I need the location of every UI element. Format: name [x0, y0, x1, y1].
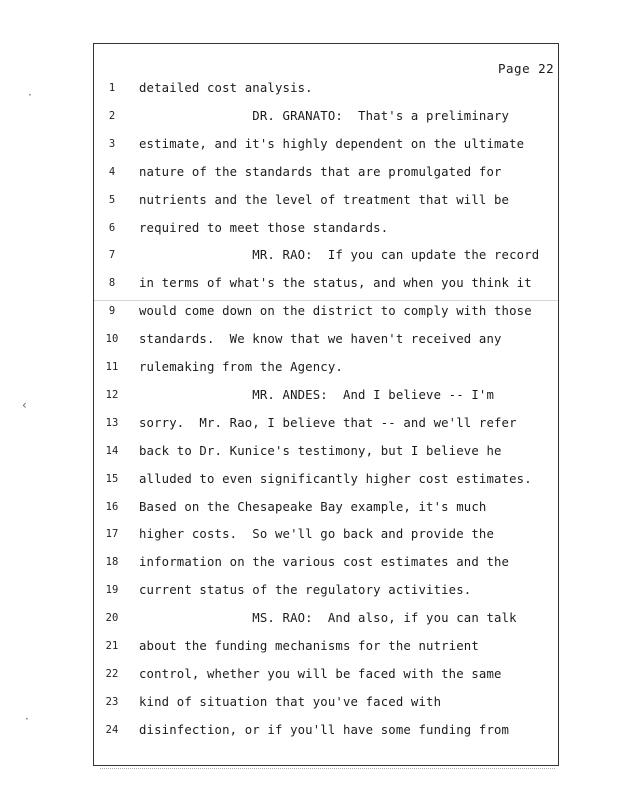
- transcript-line-text: disinfection, or if you'll have some funding from: [139, 723, 510, 737]
- scan-rule: [94, 300, 558, 301]
- transcript-line-text: sorry. Mr. Rao, I believe that -- and we'll refer: [139, 416, 517, 430]
- line-number: 19: [105, 584, 119, 596]
- transcript-line-text: kind of situation that you've faced with: [139, 695, 442, 709]
- line-number: 6: [108, 222, 116, 234]
- line-number: 15: [105, 473, 119, 485]
- transcript-line-text: standards. We know that we haven't received any: [139, 332, 502, 346]
- line-number: 2: [108, 110, 116, 122]
- transcript-line-text: DR. GRANATO: That's a preliminary: [139, 109, 510, 123]
- line-number: 23: [105, 696, 119, 708]
- transcript-line-text: current status of the regulatory activities.: [139, 583, 472, 597]
- scan-speck: ‹: [22, 398, 27, 412]
- transcript-line-text: MR. ANDES: And I believe -- I'm: [139, 388, 495, 402]
- line-number: 21: [105, 640, 119, 652]
- scan-speck: ·: [28, 88, 32, 102]
- transcript-line-text: would come down on the district to comply with those: [139, 304, 532, 318]
- transcript-line-text: MR. RAO: If you can update the record: [139, 248, 540, 262]
- transcript-line-text: alluded to even significantly higher cost estimates.: [139, 472, 532, 486]
- line-number: 10: [105, 333, 119, 345]
- line-number: 16: [105, 501, 119, 513]
- transcript-line-text: required to meet those standards.: [139, 221, 389, 235]
- line-number: 7: [108, 249, 116, 261]
- line-number: 20: [105, 612, 119, 624]
- transcript-page-frame: [93, 43, 559, 766]
- transcript-line-text: detailed cost analysis.: [139, 81, 313, 95]
- transcript-line-text: control, whether you will be faced with the same: [139, 667, 502, 681]
- line-number: 14: [105, 445, 119, 457]
- line-number: 17: [105, 528, 119, 540]
- line-number: 13: [105, 417, 119, 429]
- line-number: 1: [108, 82, 116, 94]
- line-number: 9: [108, 305, 116, 317]
- page-number: Page 22: [498, 61, 555, 76]
- transcript-line-text: in terms of what's the status, and when you think it: [139, 276, 532, 290]
- line-number: 12: [105, 389, 119, 401]
- transcript-line-text: Based on the Chesapeake Bay example, it's much: [139, 500, 487, 514]
- scan-speck: ·: [25, 712, 29, 726]
- transcript-line-text: back to Dr. Kunice's testimony, but I believe he: [139, 444, 502, 458]
- scan-bottom-edge: [100, 768, 555, 772]
- line-number: 5: [108, 194, 116, 206]
- transcript-line-text: MS. RAO: And also, if you can talk: [139, 611, 517, 625]
- line-number: 3: [108, 138, 116, 150]
- transcript-line-text: higher costs. So we'll go back and provide the: [139, 527, 495, 541]
- transcript-line-text: estimate, and it's highly dependent on the ultimate: [139, 137, 525, 151]
- transcript-line-text: about the funding mechanisms for the nutrient: [139, 639, 479, 653]
- line-number: 22: [105, 668, 119, 680]
- transcript-line-text: rulemaking from the Agency.: [139, 360, 343, 374]
- line-number: 18: [105, 556, 119, 568]
- transcript-line-text: information on the various cost estimates and the: [139, 555, 510, 569]
- transcript-line-text: nature of the standards that are promulgated for: [139, 165, 502, 179]
- line-number: 24: [105, 724, 119, 736]
- transcript-line-text: nutrients and the level of treatment that will be: [139, 193, 510, 207]
- line-number: 8: [108, 277, 116, 289]
- line-number: 4: [108, 166, 116, 178]
- line-number: 11: [105, 361, 119, 373]
